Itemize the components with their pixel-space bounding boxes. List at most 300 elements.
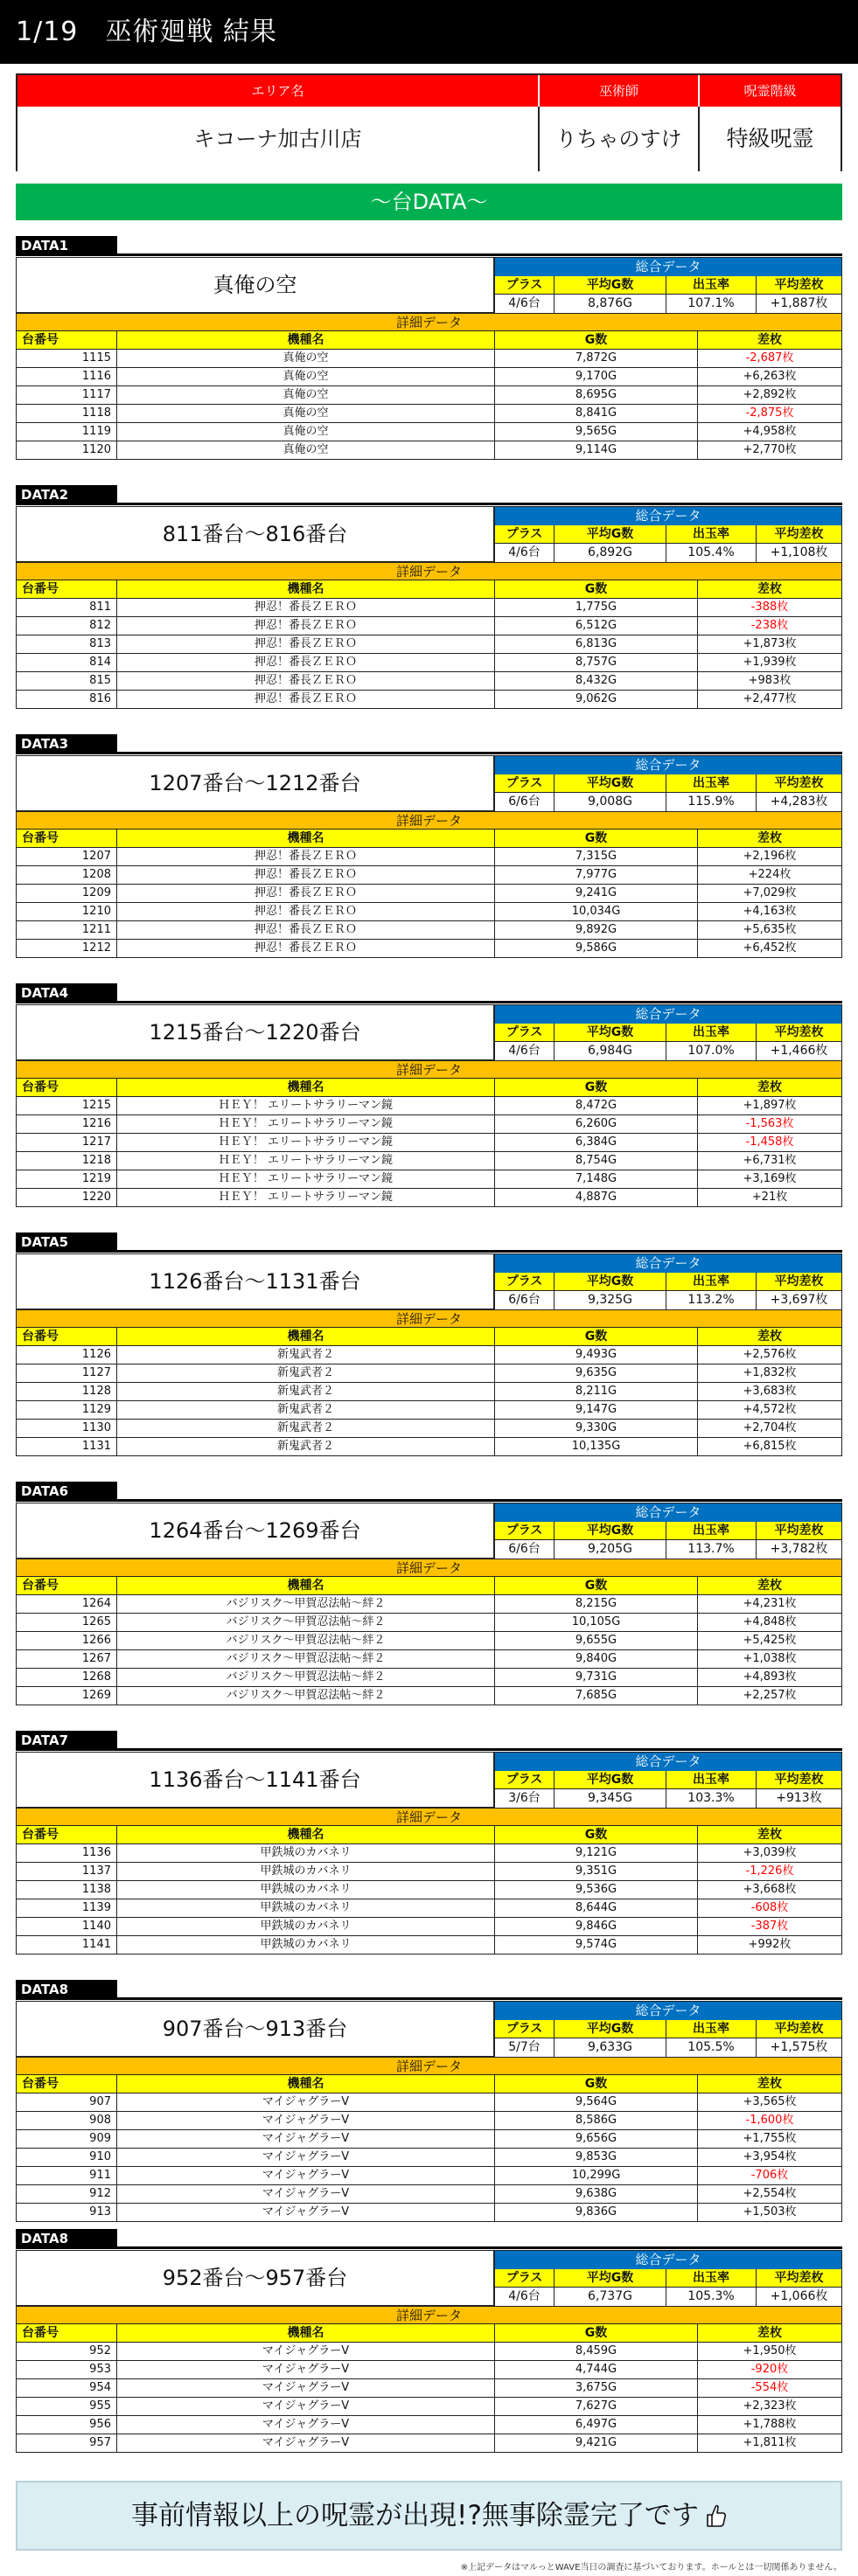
rank-header: 呪霊階級 [700, 75, 841, 107]
game-count: 6,512G [495, 617, 698, 635]
machine-number: 814 [17, 654, 117, 671]
machine-number: 956 [17, 2416, 117, 2434]
table-header [16, 830, 842, 848]
machine-name: マイジャグラーV [117, 2361, 495, 2378]
medal-diff: -387枚 [750, 1920, 789, 1933]
column-header: G数 [495, 830, 698, 847]
summary-box [494, 1253, 842, 1309]
table-row [16, 691, 842, 709]
page-title: 1/19 巫術廻戦 結果 [0, 0, 858, 64]
game-count: 9,170G [495, 368, 698, 385]
section-divider [16, 2246, 842, 2249]
machine-name: 押忍！番長ＺＥＲＯ [117, 885, 495, 902]
medal-diff: +6,815枚 [743, 1440, 797, 1453]
medal-diff: +1,897枚 [743, 1099, 797, 1112]
medal-diff: -1,458枚 [745, 1135, 794, 1149]
area-header: エリア名 [17, 75, 540, 107]
summary-value: 6/6台 [495, 793, 555, 811]
game-count: 6,260G [495, 1115, 698, 1133]
summary-value: 6,737G [555, 2288, 666, 2306]
machine-name: 真俺の空 [117, 405, 495, 422]
machine-name: 新鬼武者２ [117, 1420, 495, 1437]
summary-header: 総合データ [495, 2002, 841, 2020]
table-row [16, 1189, 842, 1207]
column-header: 差枚 [757, 333, 782, 347]
machine-number: 1128 [17, 1383, 117, 1400]
game-count: 7,872G [495, 350, 698, 367]
summary-header: 総合データ [495, 507, 841, 525]
summary-label: 出玉率 [666, 525, 757, 544]
machine-number: 811 [17, 599, 117, 616]
summary-value: 6,984G [555, 1042, 666, 1060]
machine-number: 812 [17, 617, 117, 635]
summary-header: 総合データ [495, 1005, 841, 1024]
game-count: 7,148G [495, 1170, 698, 1188]
medal-diff: +3,039枚 [743, 1846, 797, 1859]
medal-diff: +1,950枚 [743, 2344, 797, 2357]
game-count: 9,114G [495, 441, 698, 459]
section-divider [16, 503, 842, 505]
machine-number: 1216 [17, 1115, 117, 1133]
column-header: 差枚 [757, 2077, 782, 2091]
medal-diff: +4,893枚 [743, 1670, 797, 1684]
column-header: G数 [495, 1328, 698, 1345]
game-count: 9,638G [495, 2185, 698, 2203]
summary-label: 平均差枚 [757, 276, 841, 295]
machine-number: 1129 [17, 1401, 117, 1419]
machine-number: 1268 [17, 1669, 117, 1686]
table-row [16, 386, 842, 405]
summary-value: 4/6台 [495, 2288, 555, 2306]
summary-box [494, 1004, 842, 1060]
machine-number: 1120 [17, 441, 117, 459]
thumbs-up-icon [704, 2487, 727, 2513]
machine-number: 911 [17, 2167, 117, 2184]
machine-number: 1126 [17, 1346, 117, 1364]
section-title: 1126番台～1131番台 [16, 1253, 494, 1309]
game-count: 9,731G [495, 1669, 698, 1686]
game-count: 6,497G [495, 2416, 698, 2434]
detail-header: 詳細データ [16, 313, 842, 331]
machine-number: 1215 [17, 1097, 117, 1114]
section-tag: DATA4 [16, 983, 117, 1003]
medal-diff: +1,038枚 [743, 1652, 797, 1665]
summary-box [494, 2001, 842, 2057]
game-count: 1,775G [495, 599, 698, 616]
game-count: 9,351G [495, 1863, 698, 1880]
summary-header: 総合データ [495, 756, 841, 774]
summary-label: 出玉率 [666, 2020, 757, 2038]
machine-name: マイジャグラーV [117, 2185, 495, 2203]
machine-name: 新鬼武者２ [117, 1401, 495, 1419]
summary-label: 平均差枚 [757, 1522, 841, 1540]
table-header [16, 331, 842, 350]
machine-number: 909 [17, 2130, 117, 2148]
table-row [16, 1899, 842, 1918]
machine-number: 953 [17, 2361, 117, 2378]
summary-value: 105.3% [666, 2288, 757, 2306]
machine-number: 1141 [17, 1936, 117, 1954]
machine-name: 甲鉄城のカバネリ [117, 1918, 495, 1935]
machine-name: 押忍！番長ＺＥＲＯ [117, 940, 495, 957]
summary-header: 総合データ [495, 258, 841, 276]
game-count: 9,574G [495, 1936, 698, 1954]
summary-value: 107.0% [666, 1042, 757, 1060]
table-header [16, 2324, 842, 2343]
shaman-value: りちゃのすけ [540, 107, 700, 171]
medal-diff: +2,892枚 [743, 388, 797, 401]
section-divider [16, 1499, 842, 1502]
section-title: 1264番台～1269番台 [16, 1503, 494, 1559]
table-row [16, 2149, 842, 2167]
table-row [16, 405, 842, 423]
section-title: 1136番台～1141番台 [16, 1752, 494, 1808]
summary-value: 3/6台 [495, 1789, 555, 1808]
column-header: G数 [495, 1577, 698, 1594]
machine-number: 1136 [17, 1844, 117, 1862]
footer-message: 事前情報以上の呪霊が出現!?無事除霊完了です [131, 2500, 699, 2531]
summary-value: 9,325G [555, 1291, 666, 1309]
game-count: 10,105G [495, 1614, 698, 1631]
machine-name: マイジャグラーV [117, 2167, 495, 2184]
summary-value: 113.7% [666, 1540, 757, 1559]
detail-header: 詳細データ [16, 562, 842, 580]
summary-label: 平均G数 [555, 1771, 666, 1789]
medal-diff: -388枚 [750, 601, 789, 614]
machine-name: 押忍！番長ＺＥＲＯ [117, 617, 495, 635]
summary-value: 113.2% [666, 1291, 757, 1309]
summary-label: 平均G数 [555, 1522, 666, 1540]
medal-diff: +2,477枚 [743, 692, 797, 705]
machine-number: 1115 [17, 350, 117, 367]
medal-diff: -920枚 [750, 2363, 789, 2376]
machine-number: 1137 [17, 1863, 117, 1880]
medal-diff: +3,565枚 [743, 2095, 797, 2108]
table-row [16, 654, 842, 672]
game-count: 7,627G [495, 2398, 698, 2415]
summary-header: 総合データ [495, 1503, 841, 1522]
game-count: 9,564G [495, 2093, 698, 2111]
detail-header: 詳細データ [16, 811, 842, 830]
table-row [16, 1632, 842, 1650]
medal-diff: +983枚 [748, 674, 792, 687]
summary-value: +1,066枚 [757, 2288, 841, 2306]
machine-number: 1208 [17, 866, 117, 884]
medal-diff: +4,572枚 [743, 1403, 797, 1416]
medal-diff: +2,323枚 [743, 2399, 797, 2413]
machine-number: 912 [17, 2185, 117, 2203]
machine-number: 1265 [17, 1614, 117, 1631]
column-header: 台番号 [17, 2075, 117, 2093]
summary-header: 総合データ [495, 2251, 841, 2269]
section-tag: DATA7 [16, 1731, 117, 1750]
machine-number: 1212 [17, 940, 117, 957]
game-count: 9,147G [495, 1401, 698, 1419]
machine-number: 1119 [17, 423, 117, 441]
column-header: 差枚 [757, 1330, 782, 1344]
machine-number: 1264 [17, 1595, 117, 1613]
game-count: 9,586G [495, 940, 698, 957]
medal-diff: +992枚 [748, 1938, 792, 1951]
medal-diff: -1,563枚 [745, 1117, 794, 1130]
machine-name: マイジャグラーV [117, 2343, 495, 2360]
machine-number: 913 [17, 2204, 117, 2221]
game-count: 4,744G [495, 2361, 698, 2378]
summary-label: プラス [495, 774, 555, 793]
medal-diff: +6,731枚 [743, 1154, 797, 1167]
machine-number: 1139 [17, 1899, 117, 1917]
game-count: 9,330G [495, 1420, 698, 1437]
game-count: 7,685G [495, 1687, 698, 1705]
medal-diff: +1,755枚 [743, 2132, 797, 2145]
game-count: 10,135G [495, 1438, 698, 1455]
summary-label: 出玉率 [666, 1024, 757, 1042]
table-row [16, 2343, 842, 2361]
detail-header: 詳細データ [16, 1808, 842, 1826]
machine-name: マイジャグラーV [117, 2130, 495, 2148]
column-header: 機種名 [117, 1079, 495, 1096]
summary-label: 平均差枚 [757, 774, 841, 793]
area-value: キコーナ加古川店 [17, 107, 540, 171]
machine-name: 押忍！番長ＺＥＲＯ [117, 903, 495, 920]
column-header: 台番号 [17, 830, 117, 847]
machine-number: 1267 [17, 1650, 117, 1668]
table-row [16, 2361, 842, 2379]
machine-number: 815 [17, 672, 117, 690]
medal-diff: +7,029枚 [743, 886, 797, 899]
table-header [16, 1328, 842, 1346]
machine-number: 1217 [17, 1134, 117, 1151]
summary-label: 平均G数 [555, 2269, 666, 2288]
game-count: 9,635G [495, 1364, 698, 1382]
medal-diff: +3,169枚 [743, 1172, 797, 1185]
medal-diff: -1,600枚 [745, 2114, 794, 2127]
summary-value: 8,876G [555, 295, 666, 313]
machine-name: 真俺の空 [117, 350, 495, 367]
summary-label: プラス [495, 2269, 555, 2288]
game-count: 9,536G [495, 1881, 698, 1899]
machine-name: ＨＥＹ！ エリートサラリーマン鏡 [117, 1189, 495, 1206]
rank-value: 特級呪霊 [700, 107, 841, 171]
machine-number: 907 [17, 2093, 117, 2111]
medal-diff: -2,875枚 [745, 406, 794, 420]
medal-diff: +2,257枚 [743, 1689, 797, 1702]
table-row [16, 1170, 842, 1189]
column-header: 差枚 [757, 1080, 782, 1094]
footer-note: ※上記データはマルっとWAVE当日の調査に基づいております。ホールとは一切関係ありません。 [460, 2563, 842, 2573]
section-tag: DATA3 [16, 734, 117, 753]
column-header: 機種名 [117, 830, 495, 847]
machine-number: 1210 [17, 903, 117, 920]
machine-name: マイジャグラーV [117, 2379, 495, 2397]
machine-name: ＨＥＹ！ エリートサラリーマン鏡 [117, 1115, 495, 1133]
section-title: 811番台～816番台 [16, 506, 494, 562]
section-divider [16, 1250, 842, 1253]
summary-header: 総合データ [495, 1254, 841, 1273]
table-row [16, 885, 842, 903]
summary-value: +1,108枚 [757, 544, 841, 562]
machine-name: マイジャグラーV [117, 2149, 495, 2166]
machine-number: 1116 [17, 368, 117, 385]
summary-box [494, 257, 842, 313]
machine-name: バジリスク～甲賀忍法帖～絆２ [117, 1632, 495, 1649]
detail-header: 詳細データ [16, 1309, 842, 1328]
summary-label: プラス [495, 2020, 555, 2038]
game-count: 4,887G [495, 1189, 698, 1206]
detail-header: 詳細データ [16, 1559, 842, 1577]
summary-box [494, 755, 842, 811]
machine-name: マイジャグラーV [117, 2112, 495, 2129]
medal-diff: +1,503枚 [743, 2205, 797, 2218]
medal-diff: +224枚 [748, 868, 792, 881]
medal-diff: -608枚 [750, 1901, 789, 1914]
table-row [16, 2167, 842, 2185]
machine-number: 1220 [17, 1189, 117, 1206]
game-count: 3,675G [495, 2379, 698, 2397]
summary-value: 6/6台 [495, 1291, 555, 1309]
game-count: 9,062G [495, 691, 698, 708]
machine-number: 1140 [17, 1918, 117, 1935]
medal-diff: +21枚 [751, 1191, 788, 1204]
game-count: 8,841G [495, 405, 698, 422]
medal-diff: -554枚 [750, 2381, 789, 2394]
medal-diff: +4,848枚 [743, 1615, 797, 1628]
table-row [16, 2398, 842, 2416]
summary-value: 103.3% [666, 1789, 757, 1808]
game-count: 9,493G [495, 1346, 698, 1364]
section-title: 907番台～913番台 [16, 2001, 494, 2057]
game-count: 9,121G [495, 1844, 698, 1862]
game-count: 7,977G [495, 866, 698, 884]
summary-label: 平均G数 [555, 1273, 666, 1291]
table-row [16, 1420, 842, 1438]
section-tag: DATA8 [16, 2229, 117, 2248]
table-row [16, 1687, 842, 1705]
table-row [16, 2434, 842, 2453]
column-header: 差枚 [757, 1579, 782, 1593]
detail-header: 詳細データ [16, 2306, 842, 2324]
table-row [16, 1364, 842, 1383]
medal-diff: -2,687枚 [745, 351, 794, 365]
section-tag: DATA5 [16, 1232, 117, 1252]
machine-name: 甲鉄城のカバネリ [117, 1844, 495, 1862]
game-count: 8,586G [495, 2112, 698, 2129]
machine-number: 1269 [17, 1687, 117, 1705]
machine-number: 952 [17, 2343, 117, 2360]
column-header: 台番号 [17, 331, 117, 349]
machine-name: バジリスク～甲賀忍法帖～絆２ [117, 1669, 495, 1686]
table-row [16, 1863, 842, 1881]
medal-diff: +2,196枚 [743, 850, 797, 863]
column-header: G数 [495, 580, 698, 598]
game-count: 9,892G [495, 921, 698, 939]
machine-number: 957 [17, 2434, 117, 2452]
table-row [16, 1346, 842, 1364]
column-header: 差枚 [757, 582, 782, 596]
table-row [16, 1650, 842, 1669]
summary-value: 9,345G [555, 1789, 666, 1808]
summary-value: 105.4% [666, 544, 757, 562]
game-count: 10,034G [495, 903, 698, 920]
section-tag: DATA2 [16, 485, 117, 504]
game-count: 8,757G [495, 654, 698, 671]
table-row [16, 617, 842, 635]
machine-name: 押忍！番長ＺＥＲＯ [117, 921, 495, 939]
summary-value: +3,782枚 [757, 1540, 841, 1559]
machine-name: マイジャグラーV [117, 2434, 495, 2452]
column-header: G数 [495, 1079, 698, 1096]
machine-name: 真俺の空 [117, 386, 495, 404]
summary-label: 出玉率 [666, 276, 757, 295]
medal-diff: +1,788枚 [743, 2418, 797, 2431]
table-row [16, 903, 842, 921]
table-row [16, 1401, 842, 1420]
machine-name: 新鬼武者２ [117, 1364, 495, 1382]
section-tag: DATA6 [16, 1482, 117, 1501]
machine-number: 1207 [17, 848, 117, 865]
table-header [16, 1079, 842, 1097]
shaman-header: 巫術師 [540, 75, 700, 107]
column-header: 機種名 [117, 580, 495, 598]
table-row [16, 2112, 842, 2130]
machine-name: 甲鉄城のカバネリ [117, 1881, 495, 1899]
summary-value: +4,283枚 [757, 793, 841, 811]
medal-diff: +2,770枚 [743, 443, 797, 456]
medal-diff: +4,958枚 [743, 425, 797, 438]
medal-diff: -238枚 [750, 619, 789, 632]
summary-label: 平均G数 [555, 1024, 666, 1042]
game-count: 9,846G [495, 1918, 698, 1935]
column-header: 差枚 [757, 1828, 782, 1842]
summary-label: プラス [495, 1273, 555, 1291]
machine-name: 新鬼武者２ [117, 1346, 495, 1364]
machine-name: マイジャグラーV [117, 2093, 495, 2111]
game-count: 9,655G [495, 1632, 698, 1649]
medal-diff: +1,873枚 [743, 637, 797, 650]
machine-name: ＨＥＹ！ エリートサラリーマン鏡 [117, 1170, 495, 1188]
summary-label: 出玉率 [666, 774, 757, 793]
summary-label: 平均G数 [555, 774, 666, 793]
table-row [16, 1595, 842, 1614]
table-row [16, 1097, 842, 1115]
section-divider [16, 1748, 842, 1751]
table-row [16, 1134, 842, 1152]
game-count: 9,836G [495, 2204, 698, 2221]
summary-label: プラス [495, 1771, 555, 1789]
column-header: 機種名 [117, 1826, 495, 1843]
section-divider [16, 1997, 842, 2000]
column-header: 台番号 [17, 1577, 117, 1594]
table-row [16, 2416, 842, 2434]
game-count: 9,840G [495, 1650, 698, 1668]
summary-box [494, 1503, 842, 1559]
machine-name: 甲鉄城のカバネリ [117, 1863, 495, 1880]
game-count: 9,656G [495, 2130, 698, 2148]
table-header [16, 1826, 842, 1844]
machine-number: 1138 [17, 1881, 117, 1899]
summary-label: 出玉率 [666, 1273, 757, 1291]
summary-value: 9,205G [555, 1540, 666, 1559]
summary-value: 9,633G [555, 2038, 666, 2057]
medal-diff: +3,954枚 [743, 2150, 797, 2163]
table-header [16, 580, 842, 599]
table-header [16, 1577, 842, 1595]
column-header: 機種名 [117, 2324, 495, 2342]
game-count: 8,211G [495, 1383, 698, 1400]
machine-name: バジリスク～甲賀忍法帖～絆２ [117, 1650, 495, 1668]
game-count: 8,754G [495, 1152, 698, 1170]
column-header: G数 [495, 1826, 698, 1843]
